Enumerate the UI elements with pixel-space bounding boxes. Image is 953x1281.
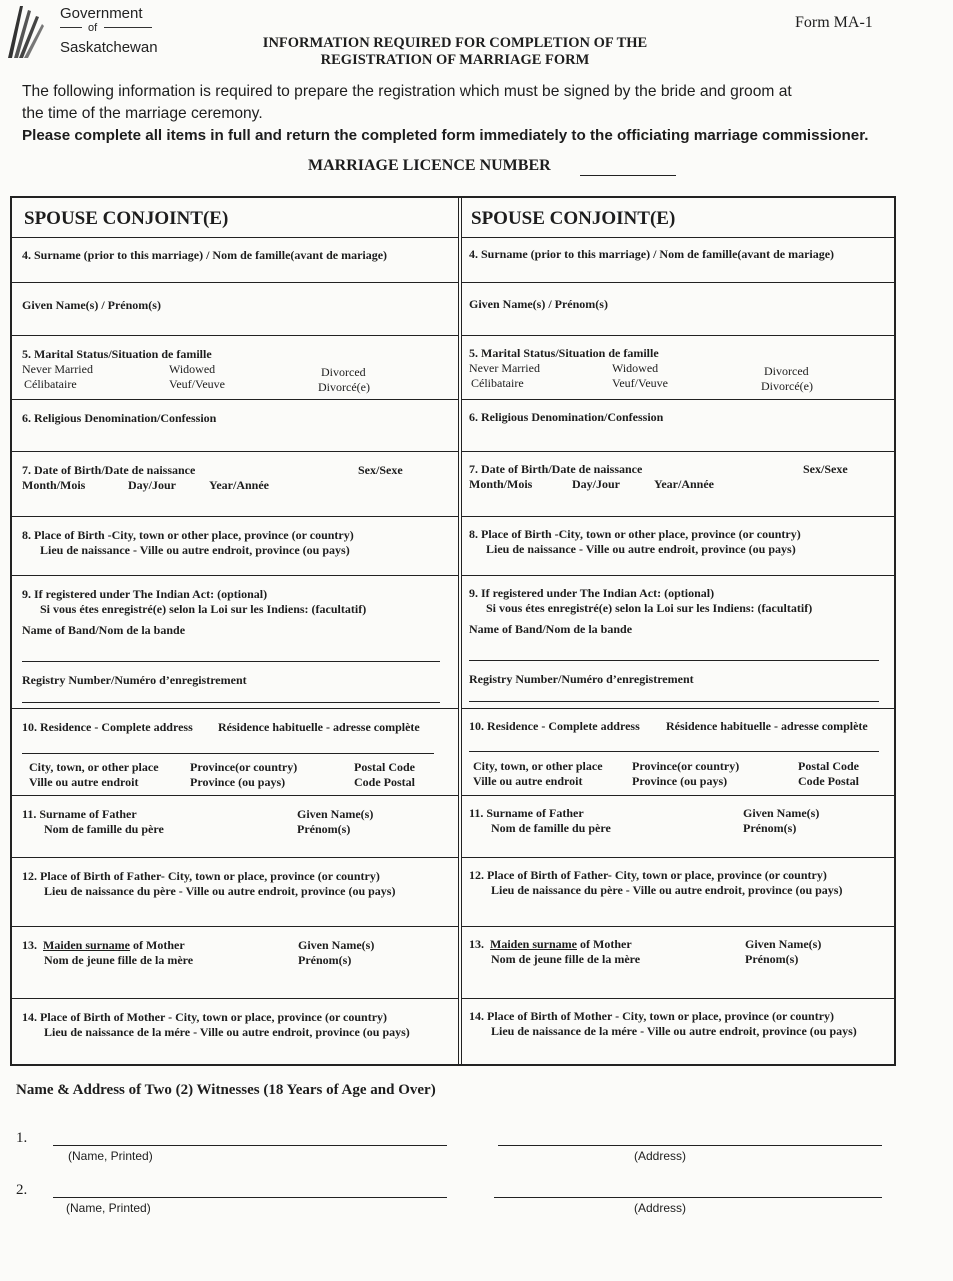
father-birthplace-cell[interactable]	[12, 858, 458, 927]
witnesses-title: Name & Address of Two (2) Witnesses (18 Years of Age and Over)	[16, 1082, 436, 1098]
sex-label: Sex/Sexe	[803, 462, 848, 476]
birth-place-label: 8. Place of Birth -City, town or other place, province (or country)	[22, 528, 354, 542]
witness-2-name-caption: (Name, Printed)	[66, 1201, 151, 1215]
option-never-married[interactable]: Never Married	[469, 361, 540, 375]
form-title-line2: REGISTRATION OF MARRIAGE FORM	[320, 52, 590, 68]
mother-maiden-label	[22, 938, 185, 953]
month-label: Month/Mois	[469, 477, 533, 491]
surname-cell[interactable]	[462, 238, 896, 283]
logo-government-text: Government	[60, 5, 143, 22]
q13-of-mother: of Mother	[577, 937, 632, 951]
band-name-label: Name of Band/Nom de la bande	[469, 622, 633, 636]
spouse-header-cell	[462, 198, 896, 238]
registry-number-label: Registry Number/Numéro d’enregistrement	[469, 672, 694, 686]
indian-act-label: 9. If registered under The Indian Act: (optional)	[22, 587, 268, 601]
father-surname-label: 11. Surname of Father	[469, 806, 584, 820]
witness-2-address-field[interactable]	[494, 1197, 882, 1198]
spouse-header-cell	[12, 198, 458, 238]
sex-label: Sex/Sexe	[358, 463, 403, 477]
mother-birthplace-cell[interactable]	[12, 999, 458, 1066]
given-name-label: Given Name(s) / Prénom(s)	[469, 297, 608, 311]
spouse-heading: SPOUSE CONJOINT(E)	[471, 208, 676, 229]
residence-label-fr: Résidence habituelle - adresse complète	[666, 719, 868, 733]
indian-act-cell	[462, 576, 896, 709]
intro-instruction: Please complete all items in full and return the completed form immediately to the officiating marriage commissioner.	[22, 127, 869, 144]
father-given-label: Given Name(s)	[297, 807, 374, 821]
option-divorced[interactable]: Divorced	[764, 364, 809, 378]
year-label: Year/Année	[654, 477, 714, 491]
intro-text-line1: The following information is required to prepare the registration which must be signed by the bride and groom at	[22, 83, 792, 100]
religion-label: 6. Religious Denomination/Confession	[22, 411, 217, 425]
ville-label: Ville ou autre endroit	[473, 774, 583, 788]
logo-divider-right	[104, 27, 152, 28]
postal-code-label: Postal Code	[354, 760, 415, 774]
mother-maiden-cell[interactable]	[12, 927, 458, 999]
marital-status-cell[interactable]	[12, 336, 458, 400]
month-label: Month/Mois	[22, 478, 86, 492]
option-never-married[interactable]: Never Married	[22, 362, 93, 376]
band-name-field[interactable]	[22, 661, 440, 662]
postal-code-label: Postal Code	[798, 759, 859, 773]
mother-given-label-fr: Prénom(s)	[298, 953, 352, 967]
province-label: Province(or country)	[632, 759, 740, 773]
birth-place-label-fr: Lieu de naissance - Ville ou autre endroit, province (ou pays)	[40, 543, 350, 557]
marital-status-label: 5. Marital Status/Situation de famille	[469, 346, 659, 360]
residence-cell[interactable]	[462, 709, 896, 796]
mother-birthplace-label: 14. Place of Birth of Mother - City, town or place, province (or country)	[22, 1010, 388, 1024]
witness-1-address-field[interactable]	[498, 1145, 882, 1146]
mother-given-label: Given Name(s)	[298, 938, 375, 952]
option-divorce[interactable]: Divorcé(e)	[318, 380, 370, 394]
licence-number-label: MARRIAGE LICENCE NUMBER	[308, 157, 551, 174]
indian-act-label: 9. If registered under The Indian Act: (optional)	[469, 586, 715, 600]
band-name-field[interactable]	[469, 660, 879, 661]
surname-label: 4. Surname (prior to this marriage) / Nom de famille(avant de mariage)	[22, 248, 388, 262]
father-birthplace-label-fr: Lieu de naissance du père - Ville ou autre endroit, province (ou pays)	[491, 883, 843, 897]
father-given-label-fr: Prénom(s)	[297, 822, 351, 836]
surname-cell[interactable]	[12, 238, 458, 283]
witness-2-address-caption: (Address)	[634, 1201, 687, 1215]
province-label-fr: Province (ou pays)	[190, 775, 286, 789]
witness-1-name-field[interactable]	[53, 1145, 447, 1146]
spouse-info-grid	[10, 196, 896, 1066]
birth-date-label: 7. Date of Birth/Date de naissance	[469, 462, 643, 476]
indian-act-label-fr: Si vous étes enregistré(e) selon la Loi sur les Indiens: (facultatif)	[486, 601, 813, 615]
q13-number: 13.	[22, 938, 37, 952]
residence-label-fr: Résidence habituelle - adresse complète	[218, 720, 420, 734]
form-title-line1: INFORMATION REQUIRED FOR COMPLETION OF THE	[262, 35, 648, 51]
province-label: Province(or country)	[190, 760, 298, 774]
witness-2-name-field[interactable]	[53, 1197, 447, 1198]
religion-cell[interactable]	[462, 400, 896, 452]
father-birthplace-label-fr: Lieu de naissance du père - Ville ou autre endroit, province (ou pays)	[44, 884, 396, 898]
option-celibataire[interactable]: Célibataire	[471, 376, 524, 390]
father-surname-label-fr: Nom de famille du père	[491, 821, 611, 835]
mother-maiden-label	[469, 937, 632, 952]
province-label-fr: Province (ou pays)	[632, 774, 728, 788]
residence-cell[interactable]	[12, 709, 458, 796]
religion-cell[interactable]	[12, 400, 458, 452]
witness-1-name-caption: (Name, Printed)	[68, 1149, 153, 1163]
option-celibataire[interactable]: Célibataire	[24, 377, 77, 391]
option-widowed[interactable]: Widowed	[169, 362, 216, 376]
ville-label: Ville ou autre endroit	[29, 775, 139, 789]
band-name-label: Name of Band/Nom de la bande	[22, 623, 186, 637]
q13-of-mother: of Mother	[130, 938, 185, 952]
option-widowed[interactable]: Widowed	[612, 361, 659, 375]
day-label: Day/Jour	[128, 478, 176, 492]
father-given-label-fr: Prénom(s)	[743, 821, 797, 835]
mother-birthplace-label-fr: Lieu de naissance de la mére - Ville ou autre endroit, province (ou pays)	[491, 1024, 857, 1038]
birth-date-label: 7. Date of Birth/Date de naissance	[22, 463, 196, 477]
given-name-cell[interactable]	[462, 283, 896, 336]
father-surname-cell[interactable]	[462, 796, 896, 858]
logo-saskatchewan-text: Saskatchewan	[60, 39, 158, 56]
logo-of-text: of	[88, 22, 98, 34]
mother-birthplace-label: 14. Place of Birth of Mother - City, town or place, province (or country)	[469, 1009, 835, 1023]
intro-text-line2: the time of the marriage ceremony.	[22, 105, 263, 122]
mother-birthplace-cell[interactable]	[462, 999, 896, 1066]
residence-label: 10. Residence - Complete address	[469, 719, 640, 733]
father-surname-label-fr: Nom de famille du père	[44, 822, 164, 836]
father-surname-label: 11. Surname of Father	[22, 807, 137, 821]
indian-act-cell	[12, 576, 458, 709]
address-field[interactable]	[22, 753, 434, 754]
father-birthplace-label: 12. Place of Birth of Father- City, town or place, province (or country)	[22, 869, 380, 883]
marital-status-cell[interactable]	[462, 336, 896, 400]
birth-place-label-fr: Lieu de naissance - Ville ou autre endroit, province (ou pays)	[486, 542, 796, 556]
father-given-label: Given Name(s)	[743, 806, 820, 820]
option-veuf[interactable]: Veuf/Veuve	[169, 377, 225, 391]
address-field[interactable]	[469, 751, 879, 752]
birth-date-cell[interactable]	[12, 452, 458, 517]
form-number: Form MA-1	[795, 14, 873, 31]
birth-place-cell[interactable]	[12, 517, 458, 576]
q13-number: 13.	[469, 937, 484, 951]
saskatchewan-wheat-logo-icon	[6, 2, 50, 60]
birth-place-cell[interactable]	[462, 517, 896, 576]
father-birthplace-label: 12. Place of Birth of Father- City, town or place, province (or country)	[469, 868, 827, 882]
postal-code-label-fr: Code Postal	[798, 774, 859, 788]
registry-number-label: Registry Number/Numéro d’enregistrement	[22, 673, 247, 687]
father-surname-cell[interactable]	[12, 796, 458, 858]
mother-birthplace-label-fr: Lieu de naissance de la mére - Ville ou autre endroit, province (ou pays)	[44, 1025, 410, 1039]
registry-number-field[interactable]	[469, 701, 879, 702]
postal-code-label-fr: Code Postal	[354, 775, 415, 789]
logo-divider-left	[60, 27, 82, 28]
indian-act-label-fr: Si vous étes enregistré(e) selon la Loi sur les Indiens: (facultatif)	[40, 602, 367, 616]
father-birthplace-cell[interactable]	[462, 858, 896, 927]
option-divorced[interactable]: Divorced	[321, 365, 366, 379]
city-label: City, town, or other place	[29, 760, 159, 774]
city-label: City, town, or other place	[473, 759, 603, 773]
religion-label: 6. Religious Denomination/Confession	[469, 410, 664, 424]
birth-place-label: 8. Place of Birth -City, town or other place, province (or country)	[469, 527, 801, 541]
witness-1-address-caption: (Address)	[634, 1149, 687, 1163]
day-label: Day/Jour	[572, 477, 620, 491]
residence-label: 10. Residence - Complete address	[22, 720, 193, 734]
mother-maiden-label-fr: Nom de jeune fille de la mère	[44, 953, 194, 967]
licence-number-field[interactable]	[580, 175, 676, 176]
mother-maiden-cell[interactable]	[462, 927, 896, 999]
given-name-label: Given Name(s) / Prénom(s)	[22, 298, 161, 312]
mother-given-label: Given Name(s)	[745, 937, 822, 951]
given-name-cell[interactable]	[12, 283, 458, 336]
witness-2-number: 2.	[16, 1182, 28, 1198]
spouse-heading: SPOUSE CONJOINT(E)	[24, 208, 229, 229]
surname-label: 4. Surname (prior to this marriage) / Nom de famille(avant de mariage)	[469, 247, 835, 261]
birth-date-cell[interactable]	[462, 452, 896, 517]
option-veuf[interactable]: Veuf/Veuve	[612, 376, 668, 390]
option-divorce[interactable]: Divorcé(e)	[761, 379, 813, 393]
mother-maiden-label-fr: Nom de jeune fille de la mère	[491, 952, 641, 966]
spouse-column-left	[12, 198, 458, 1064]
year-label: Year/Année	[209, 478, 269, 492]
witness-1-number: 1.	[16, 1130, 28, 1146]
government-logo	[6, 2, 166, 62]
spouse-column-right	[462, 198, 896, 1064]
maiden-surname-underlined: Maiden surname	[43, 938, 130, 952]
mother-given-label-fr: Prénom(s)	[745, 952, 799, 966]
maiden-surname-underlined: Maiden surname	[490, 937, 577, 951]
marital-status-label: 5. Marital Status/Situation de famille	[22, 347, 212, 361]
registry-number-field[interactable]	[22, 702, 440, 703]
